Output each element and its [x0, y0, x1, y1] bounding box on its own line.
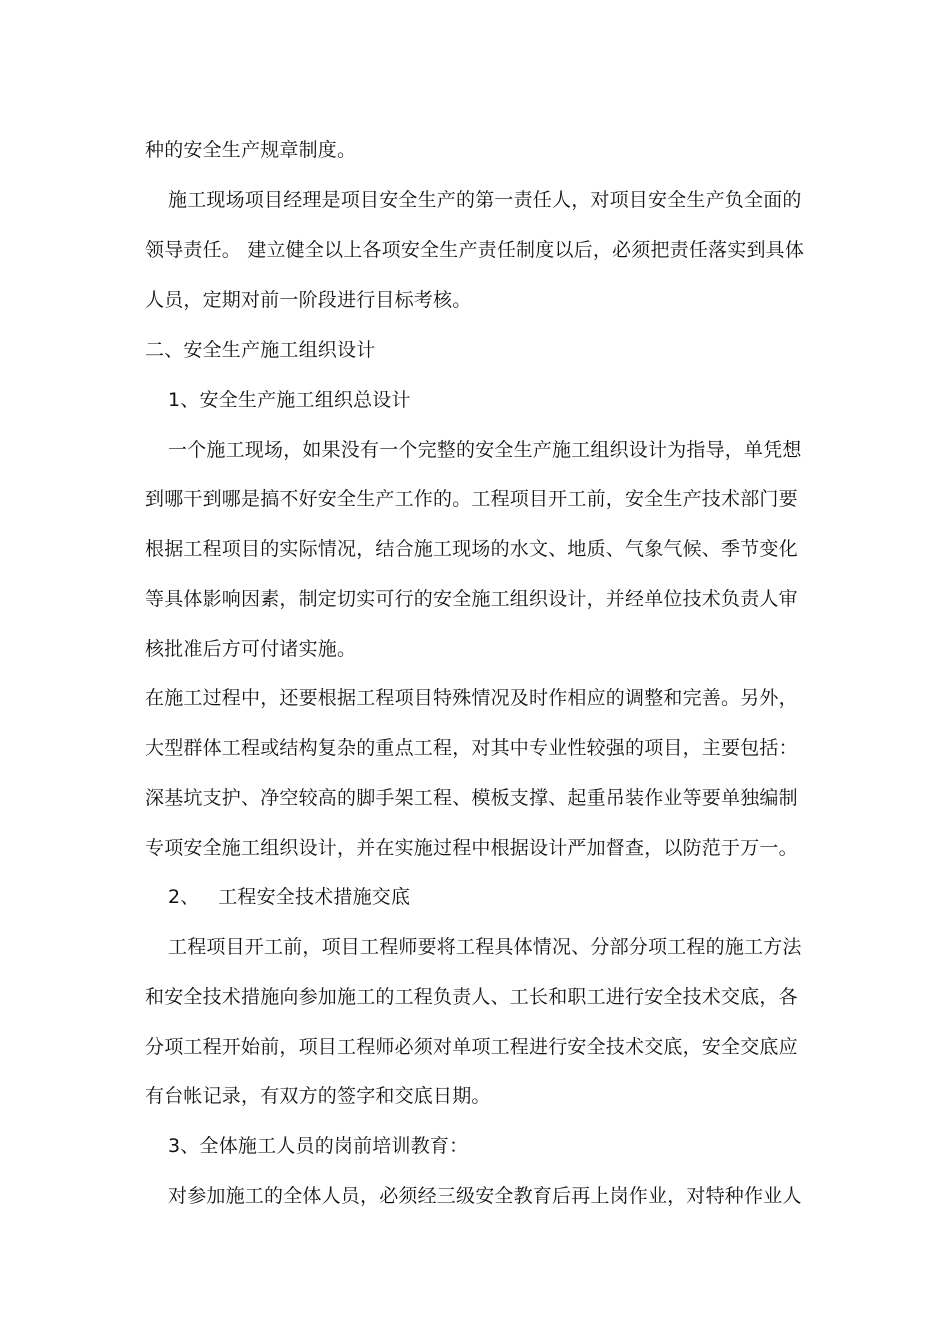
text-line: 种的安全生产规章制度。 — [145, 139, 357, 161]
text-line: 有台帐记录，有双方的签字和交底日期。 — [145, 1085, 491, 1107]
text-line: 在施工过程中，还要根据工程项目特殊情况及时作相应的调整和完善。另外， — [145, 687, 798, 709]
subsection-heading: 3、全体施工人员的岗前培训教育： — [168, 1135, 469, 1157]
text-line: 一个施工现场，如果没有一个完整的安全生产施工组织设计为指导，单凭想 — [168, 439, 802, 461]
text-line: 对参加施工的全体人员，必须经三级安全教育后再上岗作业，对特种作业人 — [168, 1185, 802, 1207]
text-line: 和安全技术措施向参加施工的工程负责人、工长和职工进行安全技术交底，各 — [145, 986, 798, 1008]
text-line: 分项工程开始前，项目工程师必须对单项工程进行安全技术交底，安全交底应 — [145, 1036, 798, 1058]
subsection-heading: 1、安全生产施工组织总设计 — [168, 389, 411, 411]
section-heading: 二、安全生产施工组织设计 — [145, 339, 376, 361]
text-line: 到哪干到哪是搞不好安全生产工作的。工程项目开工前，安全生产技术部门要 — [145, 488, 798, 510]
text-line: 专项安全施工组织设计，并在实施过程中根据设计严加督查，以防范于万一。 — [145, 837, 798, 859]
text-line: 深基坑支护、净空较高的脚手架工程、模板支撑、起重吊装作业等要单独编制 — [145, 787, 798, 809]
text-line: 核批准后方可付诸实施。 — [145, 638, 357, 660]
text-line: 人员，定期对前一阶段进行目标考核。 — [145, 289, 472, 311]
text-line: 工程项目开工前，项目工程师要将工程具体情况、分部分项工程的施工方法 — [168, 936, 802, 958]
subsection-heading: 2、 工程安全技术措施交底 — [168, 886, 411, 908]
text-line: 根据工程项目的实际情况，结合施工现场的水文、地质、气象气候、季节变化 — [145, 538, 798, 560]
text-line: 施工现场项目经理是项目安全生产的第一责任人，对项目安全生产负全面的 — [168, 189, 802, 211]
text-line: 等具体影响因素，制定切实可行的安全施工组织设计，并经单位技术负责人审 — [145, 588, 798, 610]
text-line: 领导责任。 建立健全以上各项安全生产责任制度以后，必须把责任落实到具体 — [145, 239, 805, 261]
text-line: 大型群体工程或结构复杂的重点工程，对其中专业性较强的项目，主要包括： — [145, 737, 798, 759]
